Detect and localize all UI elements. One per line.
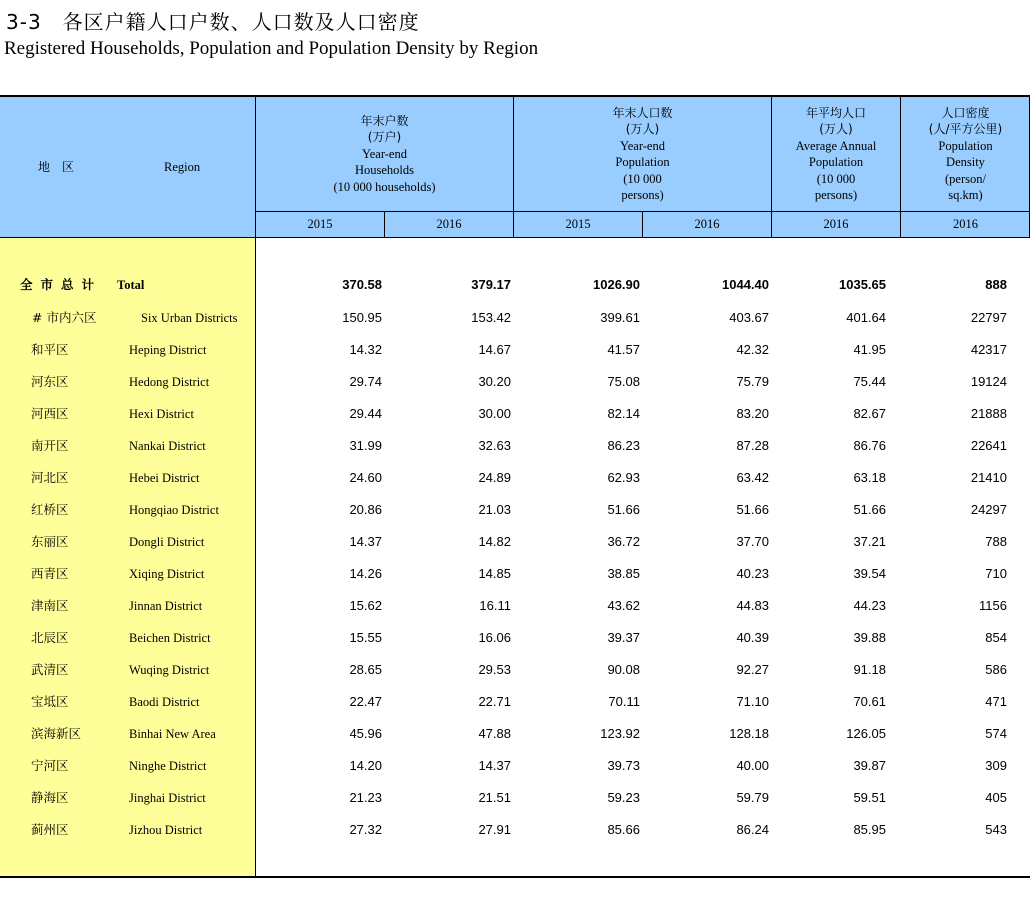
table-row [0,500,1030,520]
value-cell: 1156 [979,598,1007,613]
header-line: (万人) [819,122,853,136]
region-name-cn: 南开区 [31,438,69,453]
header-divider [771,97,772,237]
header-line: (10 000 households) [333,179,436,194]
region-name-en: Six Urban Districts [141,311,238,325]
region-name-cn: 河东区 [31,374,69,389]
value-cell: 86.24 [736,822,769,837]
value-cell: 70.11 [608,694,640,709]
value-cell: 22641 [970,438,1007,453]
value-cell: 75.79 [736,374,769,389]
year-cell: 2016 [823,217,849,232]
region-name-en: Nankai District [129,439,206,453]
value-cell: 788 [985,534,1007,549]
region-header-en: Region [164,160,201,174]
value-cell: 123.92 [600,726,640,741]
value-cell: 39.87 [853,758,886,773]
value-cell: 399.61 [600,310,640,325]
region-name-en: Baodi District [129,695,200,709]
value-cell: 70.61 [853,694,886,709]
value-cell: 888 [985,277,1007,292]
value-cell: 40.39 [736,630,769,645]
value-cell: 39.54 [853,566,886,581]
value-cell: 543 [985,822,1007,837]
value-cell: 19124 [970,374,1007,389]
value-cell: 75.44 [853,374,886,389]
region-name-cn: 河北区 [31,470,69,485]
value-cell: 14.67 [478,342,511,357]
region-name-cn: 滨海新区 [31,726,82,741]
region-name-cn: 宁河区 [31,758,69,773]
avg-population-header [772,97,900,211]
value-cell: 41.95 [853,342,886,357]
value-cell: 403.67 [729,310,769,325]
value-cell: 59.79 [736,790,769,805]
value-cell: 31.99 [349,438,382,453]
value-cell: 39.88 [853,630,886,645]
value-cell: 15.55 [349,630,382,645]
region-name-cn: 和平区 [31,342,69,357]
value-cell: 14.37 [349,534,382,549]
header-line: persons) [621,188,664,202]
value-cell: 62.93 [607,470,640,485]
value-cell: 75.08 [607,374,640,389]
value-cell: 22.47 [349,694,382,709]
value-cell: 710 [985,566,1007,581]
value-cell: 379.17 [471,277,511,292]
year-cell: 2015 [307,217,333,232]
value-cell: 82.14 [607,406,640,421]
value-cell: 32.63 [478,438,511,453]
value-cell: 1035.65 [839,277,886,292]
value-cell: 71.10 [736,694,769,709]
header-divider [255,97,256,237]
table-row [0,404,1030,424]
header-line: (person/ [945,171,986,186]
value-cell: 16.06 [478,630,511,645]
value-cell: 309 [985,758,1007,773]
value-cell: 24297 [970,502,1007,517]
table-row [0,532,1030,552]
value-cell: 15.62 [349,598,382,613]
region-name-cn: 全市总计 [20,277,103,292]
region-column-background [0,238,255,877]
value-cell: 38.85 [607,566,640,581]
header-line: persons) [814,188,858,202]
header-line: Density [946,155,985,169]
value-cell: 82.67 [853,406,886,421]
header-line: (10 000 [623,171,662,186]
value-cell: 14.20 [349,758,382,773]
region-name-cn: 武清区 [31,662,69,677]
region-name-cn: 河西区 [31,406,69,421]
value-cell: 83.20 [736,406,769,421]
table-row [0,468,1030,488]
value-cell: 41.57 [607,342,640,357]
value-cell: 86.23 [607,438,640,453]
region-name-cn: # 市内六区 [32,310,97,325]
value-cell: 29.53 [478,662,511,677]
value-cell: 22797 [970,310,1007,325]
header-line: Population [938,138,993,153]
table-row [0,724,1030,744]
value-cell: 14.85 [478,566,511,581]
value-cell: 14.32 [349,342,382,357]
value-cell: 36.72 [607,534,640,549]
region-name-en: Hedong District [129,375,210,389]
table-row [0,628,1030,648]
page-title-chinese: 3-3 各区户籍人口户数、人口数及人口密度 [6,10,420,34]
page-title-english: Registered Households, Population and Population Density by Region [4,38,539,59]
value-cell: 39.73 [607,758,640,773]
value-cell: 30.20 [478,374,511,389]
total-row [0,275,1030,295]
value-cell: 21410 [970,470,1007,485]
value-cell: 51.66 [853,502,886,517]
value-cell: 90.08 [607,662,640,677]
value-cell: 471 [985,694,1007,709]
value-cell: 128.18 [729,726,769,741]
value-cell: 370.58 [342,277,382,292]
region-name-cn: 红桥区 [31,502,69,517]
header-line: 年末户数 [360,113,409,128]
value-cell: 1044.40 [722,277,769,292]
value-cell: 854 [985,630,1007,645]
value-cell: 24.89 [478,470,511,485]
households-header [256,97,513,211]
table-row [0,340,1030,360]
header-line: Population [615,155,670,169]
region-name-en: Total [117,278,145,292]
value-cell: 21.51 [478,790,511,805]
table-row [0,596,1030,616]
value-cell: 150.95 [342,310,382,325]
value-cell: 14.37 [478,758,511,773]
value-cell: 37.21 [853,534,886,549]
value-cell: 59.23 [607,790,640,805]
value-cell: 14.26 [349,566,382,581]
value-cell: 51.66 [736,502,769,517]
table-row [0,756,1030,776]
value-cell: 40.00 [736,758,769,773]
region-name-cn: 北辰区 [31,630,69,645]
year-cell: 2015 [565,217,591,232]
value-cell: 29.44 [349,406,382,421]
region-name-en: Dongli District [129,535,205,549]
table-row [0,692,1030,712]
value-cell: 42.32 [736,342,769,357]
region-name-cn: 津南区 [31,598,69,613]
region-column-border [255,238,256,877]
header-line: sq.km) [948,188,983,202]
value-cell: 87.28 [736,438,769,453]
region-name-en: Jizhou District [129,823,203,837]
value-cell: 45.96 [349,726,382,741]
value-cell: 586 [985,662,1007,677]
value-cell: 29.74 [349,374,382,389]
value-cell: 21.03 [478,502,511,517]
value-cell: 44.83 [736,598,769,613]
value-cell: 153.42 [471,310,511,325]
header-divider [900,97,901,237]
table-row [0,436,1030,456]
region-name-en: Hongqiao District [129,503,219,517]
value-cell: 16.11 [479,598,511,613]
value-cell: 42317 [970,342,1007,357]
region-name-cn: 静海区 [31,790,69,805]
header-divider [384,212,385,237]
header-divider [642,212,643,237]
value-cell: 21.23 [349,790,382,805]
region-header-cn: 地 区 [38,160,75,174]
value-cell: 43.62 [607,598,640,613]
header-line: (人/平方公里) [928,122,1003,136]
value-cell: 20.86 [349,502,382,517]
region-name-en: Wuqing District [129,663,210,677]
header-line: 人口密度 [941,105,990,120]
header-line: Average Annual [795,138,877,153]
value-cell: 126.05 [846,726,886,741]
region-name-en: Hexi District [129,407,194,421]
region-name-cn: 西青区 [31,566,69,581]
value-cell: 401.64 [846,310,886,325]
value-cell: 63.18 [853,470,886,485]
value-cell: 574 [985,726,1007,741]
region-name-cn: 东丽区 [31,534,69,549]
value-cell: 85.95 [853,822,886,837]
table-row [0,660,1030,680]
header-line: Year-end [361,146,407,161]
value-cell: 24.60 [349,470,382,485]
region-name-en: Heping District [129,343,207,357]
value-cell: 47.88 [478,726,511,741]
region-name-en: Jinnan District [129,599,203,613]
table-row [0,788,1030,808]
value-cell: 37.70 [736,534,769,549]
value-cell: 91.18 [853,662,886,677]
value-cell: 86.76 [853,438,886,453]
value-cell: 40.23 [736,566,769,581]
year-cell: 2016 [436,217,462,232]
year-cell: 2016 [953,217,978,232]
table-row [0,820,1030,840]
header-line: (万户) [367,130,402,145]
value-cell: 405 [985,790,1007,805]
table-row [0,308,1030,328]
table-row [0,564,1030,584]
region-name-cn: 蓟州区 [31,822,69,837]
header-line: (万人) [625,122,660,136]
header-line: 年末人口数 [612,105,673,120]
header-line: 年平均人口 [805,105,866,120]
table-bottom-border [0,876,1030,878]
value-cell: 39.37 [607,630,640,645]
region-name-en: Xiqing District [129,567,205,581]
header-divider [513,97,514,237]
population-header [514,97,771,211]
header-line: Year-end [619,138,665,153]
header-line: Households [354,163,414,178]
value-cell: 27.32 [349,822,382,837]
header-line: (10 000 [816,171,856,186]
value-cell: 85.66 [607,822,640,837]
value-cell: 44.23 [853,598,886,613]
region-name-en: Jinghai District [129,791,206,805]
header-line: Population [808,155,864,169]
region-header [0,97,255,237]
region-name-en: Ninghe District [129,759,207,773]
region-name-en: Beichen District [129,631,211,645]
value-cell: 22.71 [478,694,511,709]
value-cell: 30.00 [478,406,511,421]
value-cell: 59.51 [853,790,886,805]
table-row [0,372,1030,392]
region-name-cn: 宝坻区 [31,694,69,709]
value-cell: 51.66 [607,502,640,517]
value-cell: 1026.90 [593,277,640,292]
value-cell: 21888 [970,406,1007,421]
region-name-en: Hebei District [129,471,200,485]
value-cell: 28.65 [349,662,382,677]
value-cell: 92.27 [736,662,769,677]
value-cell: 63.42 [736,470,769,485]
year-cell: 2016 [694,217,720,232]
value-cell: 14.82 [478,534,511,549]
density-header [901,97,1030,211]
value-cell: 27.91 [478,822,511,837]
region-name-en: Binhai New Area [129,727,216,741]
